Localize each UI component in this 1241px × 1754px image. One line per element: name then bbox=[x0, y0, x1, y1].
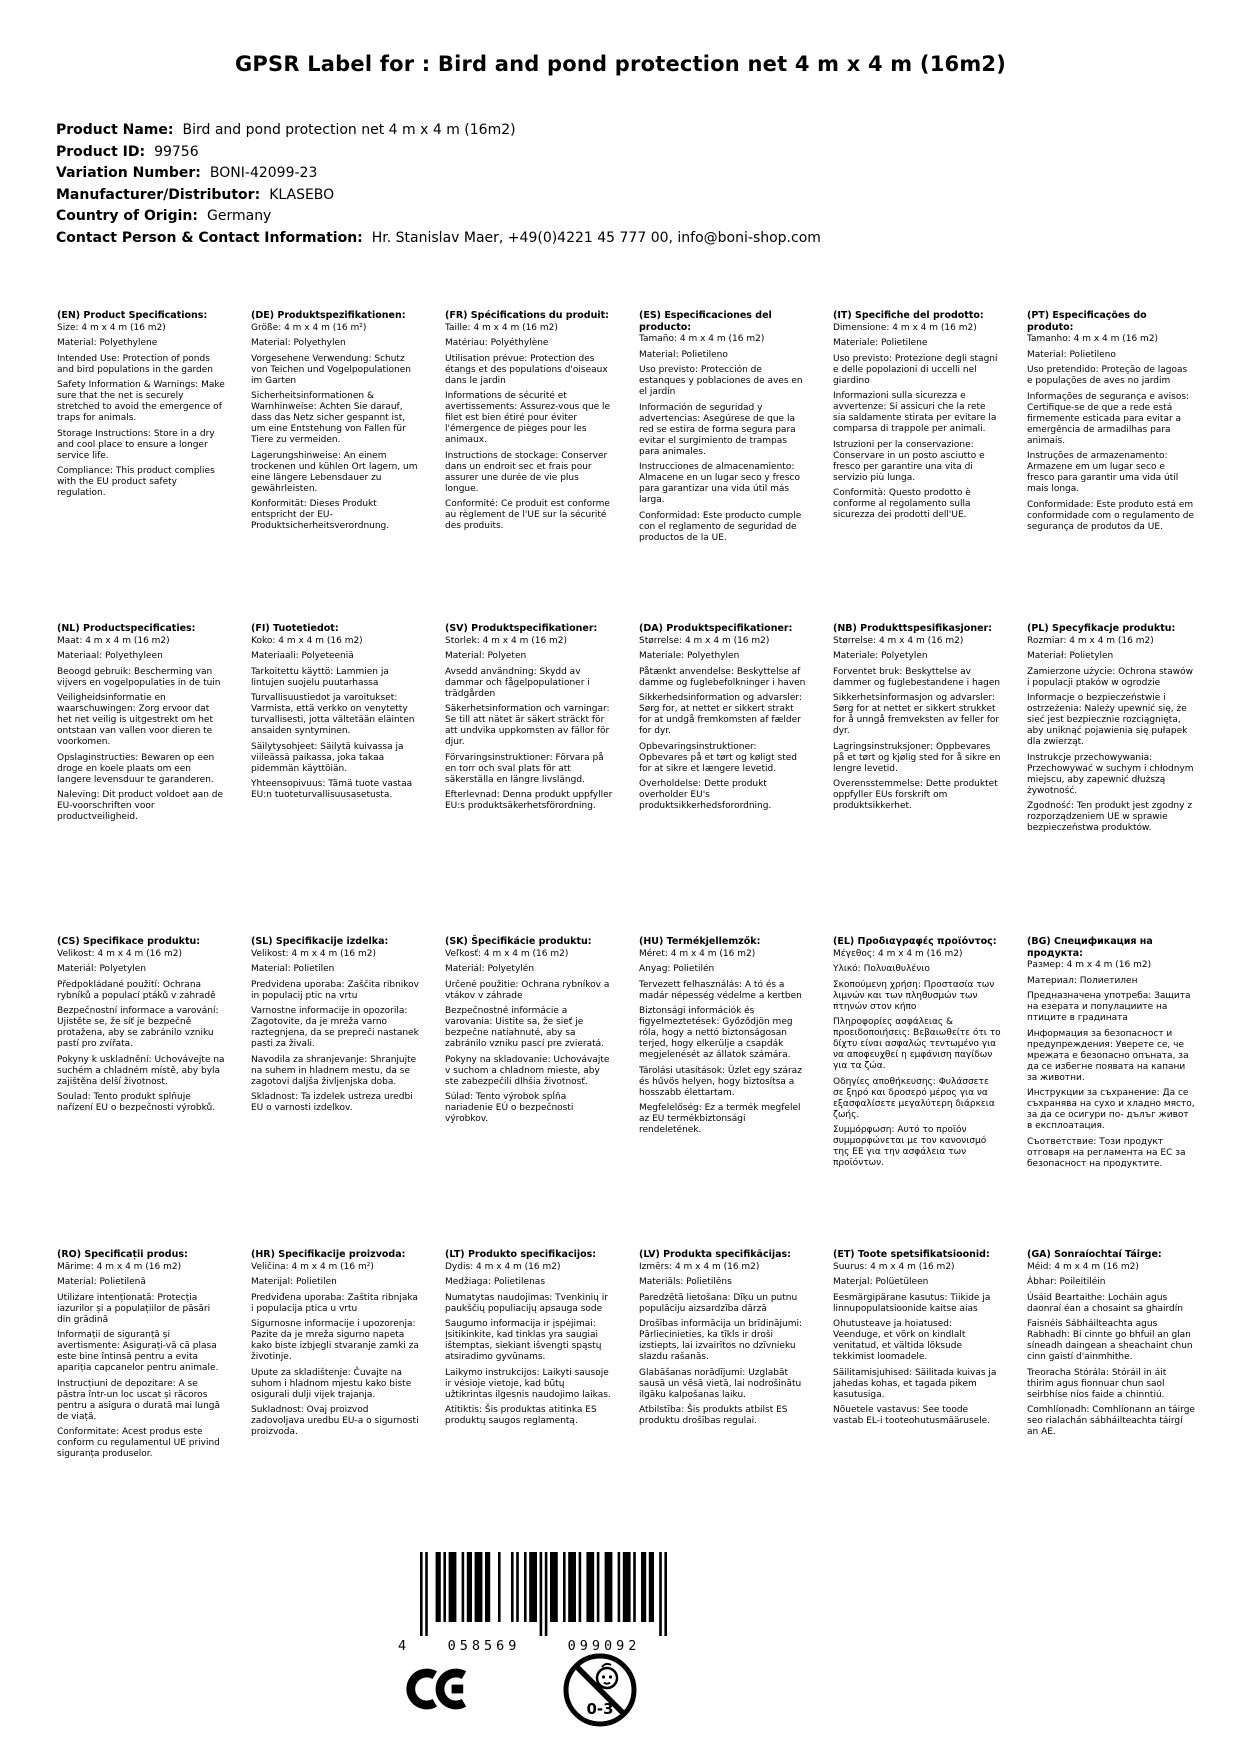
block-paragraph: Material: Polyeten bbox=[445, 651, 527, 661]
block-paragraph: Informazioni sulla sicurezza e avvertenze: Si assicuri che la rete sia saldamente stirata per evitare la comparsa di trappole per animali. bbox=[833, 391, 997, 434]
block-paragraph: Laikymo instrukcijos: Laikyti sausoje ir vėsioje vietoje, kad būtų užtikrintas ilgesnis naudojimo laikas. bbox=[445, 1367, 611, 1400]
barcode-right-digits: 099092 bbox=[567, 1638, 641, 1654]
block-paragraphs bbox=[1027, 334, 1195, 533]
block-paragraphs bbox=[57, 636, 225, 824]
block-paragraph: Glabāšanas norādījumi: Uzglabāt sausā un vēsā vietā, lai nodrošinātu ilgāku kalpošanas laiku. bbox=[639, 1367, 802, 1400]
language-block bbox=[57, 310, 225, 623]
product-info-value: 99756 bbox=[154, 143, 199, 160]
block-paragraph: Størrelse: 4 m x 4 m (16 m2) bbox=[639, 635, 770, 646]
barcode-first-digit: 4 bbox=[398, 1638, 407, 1654]
block-paragraph: Konformität: Dieses Produkt entspricht der EU-Produktsicherheitsverordnung. bbox=[251, 499, 390, 531]
block-paragraph: Material: Polyethylene bbox=[57, 338, 158, 348]
block-paragraph: Storage Instructions: Store in a dry and cool place to ensure a longer service life. bbox=[57, 428, 215, 461]
block-paragraph: Conformitate: Acest produs este conform cu regulamentul UE privind siguranța produselor. bbox=[57, 1427, 220, 1459]
block-paragraph: Material: Polietileno bbox=[639, 349, 728, 360]
language-block bbox=[639, 310, 807, 623]
block-paragraph: Sikkerhetsinformasjon og advarsler: Sørg for at nettet er sikkert strukket for å unngå fremveksten av feller for dyr. bbox=[833, 693, 1000, 736]
language-block bbox=[445, 310, 613, 623]
language-block bbox=[251, 1249, 419, 1562]
block-paragraph: Størrelse: 4 m x 4 m (16 m2) bbox=[833, 635, 964, 646]
block-paragraph: Материал: Полиетилен bbox=[1027, 975, 1138, 986]
block-paragraph: Säilitamisjuhised: Säilitada kuivas ja jahedas kohas, et tagada pikem kasutusiga. bbox=[833, 1367, 997, 1400]
block-paragraph: Μέγεθος: 4 m x 4 m (16 m2) bbox=[833, 948, 963, 959]
block-header: (SK) Špecifikácie produktu: bbox=[445, 936, 592, 947]
language-block bbox=[251, 936, 419, 1249]
block-paragraphs bbox=[833, 949, 1001, 1170]
block-paragraph: Bezpečnostné informácie a varovania: Uistite sa, že sieť je bezpečne natiahnuté, aby sa zabránilo vzniku pascí pre zvieratá. bbox=[445, 1006, 605, 1049]
block-paragraph: Информация за безопасност и предупреждения: Уверете се, че мрежата е безопасно опъната, за да се избегне появата на капани за животни. bbox=[1027, 1028, 1189, 1083]
block-paragraph: Předpokládané použití: Ochrana rybníků a populací ptáků v zahradě bbox=[57, 979, 216, 1001]
block-paragraph: Biztonsági információk és figyelmeztetések: Győződjön meg róla, hogy a nettó biztonságosan terjed, hogy elkerülje a csapdák megjelenését az állatok számára. bbox=[639, 1006, 793, 1060]
ean13-barcode bbox=[386, 1552, 686, 1652]
block-paragraph: Compliance: This product complies with the EU product safety regulation. bbox=[57, 466, 215, 498]
block-paragraphs bbox=[833, 1262, 1001, 1428]
block-paragraph: Uso pretendido: Proteção de lagoas e populações de aves no jardim bbox=[1027, 365, 1188, 386]
product-info-label: Contact Person & Contact Information: bbox=[56, 229, 363, 246]
block-paragraph: Veľkosť: 4 m x 4 m (16 m2) bbox=[445, 948, 569, 959]
block-paragraph: Materiál: Polyetylen bbox=[57, 964, 147, 974]
block-paragraph: Vorgesehene Verwendung: Schutz von Teichen und Vogelpopulationen im Garten bbox=[251, 353, 411, 386]
block-paragraph: Atitiktis: Šis produktas atitinka ES produktų saugos reglamentą. bbox=[445, 1405, 597, 1426]
block-paragraph: Materiale: Polietilene bbox=[833, 338, 928, 348]
block-paragraph: Οδηγίες αποθήκευσης: Φυλάσσετε σε ξηρό και δροσερό μέρος για να εξασφαλίσετε μεγαλύτερη διάρκεια ζωής. bbox=[833, 1076, 995, 1120]
block-header: (NB) Produkttspesifikasjoner: bbox=[833, 623, 993, 634]
block-header: (HU) Termékjellemzők: bbox=[639, 936, 761, 947]
product-info-value: Bird and pond protection net 4 m x 4 m (16m2) bbox=[182, 122, 516, 138]
block-paragraph: Instructions de stockage: Conserver dans un endroit sec et frais pour assurer une durée de vie plus longue. bbox=[445, 450, 608, 494]
block-paragraph: Safety Information & Warnings: Make sure that the net is securely stretched to avoid the emergence of traps for animals. bbox=[57, 380, 225, 423]
language-block bbox=[445, 936, 613, 1249]
product-info-row bbox=[56, 185, 821, 207]
block-paragraph: Velikost: 4 m x 4 m (16 m2) bbox=[251, 948, 376, 959]
block-paragraph: Varnostne informacije in opozorila: Zagotovite, da je mreža varno raztegnjena, da se prepreči nastanek pasti za živali. bbox=[251, 1006, 419, 1049]
block-paragraph: Určené použitie: Ochrana rybníkov a vtákov v záhrade bbox=[445, 979, 610, 1001]
language-block bbox=[57, 936, 225, 1249]
block-paragraph: Beoogd gebruik: Bescherming van vijvers en vogelpopulaties in de tuin bbox=[57, 666, 221, 688]
block-paragraph: Conformité: Ce produit est conforme au règlement de l'UE sur la sécurité des produits. bbox=[445, 499, 610, 531]
product-info-row bbox=[56, 142, 821, 164]
block-paragraph: Faisnéis Sábháilteachta agus Rabhadh: Bí cinnte go bhfuil an glan síneadh daingean a sheachaint chun cinn gaistí d'ainmhithe. bbox=[1027, 1319, 1193, 1362]
block-paragraphs bbox=[639, 636, 807, 813]
block-paragraph: Tervezett felhasználás: A tó és a madár népesség védelme a kertben bbox=[639, 979, 802, 1001]
block-paragraph: Uso previsto: Protección de estanques y poblaciones de aves en el jardín bbox=[639, 365, 803, 397]
block-paragraphs bbox=[445, 1262, 613, 1428]
product-info-row bbox=[56, 120, 821, 142]
block-header: (LV) Produkta specifikācijas: bbox=[639, 1249, 791, 1260]
block-paragraphs bbox=[1027, 1262, 1195, 1439]
block-paragraph: Materiał: Polietylen bbox=[1027, 651, 1114, 661]
block-paragraph: Numatytas naudojimas: Tvenkinių ir paukščių populiacijų apsauga sode bbox=[445, 1292, 608, 1314]
product-info-value: Hr. Stanislav Maer, +49(0)4221 45 777 00, info@boni-shop.com bbox=[371, 229, 821, 246]
block-paragraph: Πληροφορίες ασφάλειας & προειδοποιήσεις: Βεβαιωθείτε ότι το δίχτυ είναι ασφαλώς τεντωμένο για να αποφευχθεί η εμφάνιση παγίδων για τα ζώα. bbox=[833, 1017, 1001, 1071]
block-header: (SL) Specifikacije izdelka: bbox=[251, 936, 389, 947]
block-paragraph: Navodila za shranjevanje: Shranjujte na suhem in hladnem mestu, da se zagotovi daljša življenjska doba. bbox=[251, 1054, 417, 1087]
page-title: GPSR Label for : Bird and pond protection net 4 m x 4 m (16m2) bbox=[234, 52, 1007, 76]
block-paragraphs bbox=[639, 949, 807, 1137]
block-paragraph: Forventet bruk: Beskyttelse av dammer og fuglebestandene i hagen bbox=[833, 666, 1001, 688]
block-paragraph: Predviđena uporaba: Zaštita ribnjaka i populacija ptica u vrtu bbox=[251, 1292, 418, 1314]
block-paragraph: Materiāls: Polietilēns bbox=[639, 1277, 732, 1287]
block-paragraph: Инструкции за съхранение: Да се съхранява на сухо и хладно място, за да се осигури по- дълъг живот в експлоатация. bbox=[1027, 1088, 1195, 1131]
block-paragraph: Paredzētā lietošana: Dīķu un putnu populāciju aizsardzība dārzā bbox=[639, 1292, 798, 1314]
block-paragraph: Maat: 4 m x 4 m (16 m2) bbox=[57, 635, 170, 646]
language-block bbox=[57, 1249, 225, 1562]
block-paragraph: Größe: 4 m x 4 m (16 m²) bbox=[251, 322, 367, 333]
block-paragraph: Material: Polietilenă bbox=[57, 1277, 146, 1287]
block-header: (IT) Specifiche del prodotto: bbox=[833, 310, 984, 321]
block-paragraphs bbox=[251, 323, 419, 533]
block-paragraph: Atbilstība: Šis produkts atbilst ES produktu drošības regulai. bbox=[639, 1405, 788, 1426]
block-paragraph: Utilisation prévue: Protection des étangs et des populations d'oiseaux dans le jardin bbox=[445, 353, 608, 386]
ce-mark-icon bbox=[406, 1664, 470, 1714]
product-info-value: KLASEBO bbox=[269, 186, 335, 203]
product-info-row bbox=[56, 163, 821, 185]
product-info-label: Manufacturer/Distributor: bbox=[56, 186, 261, 203]
block-header: (ES) Especificaciones del producto: bbox=[639, 310, 772, 333]
block-paragraph: Размер: 4 m x 4 m (16 m2) bbox=[1027, 960, 1152, 970]
language-block bbox=[833, 310, 1001, 623]
block-paragraph: Lagringsinstruksjoner: Oppbevares på et tørt og kjølig sted for å sikre en lengre levetid. bbox=[833, 741, 1001, 774]
language-block bbox=[833, 623, 1001, 936]
language-blocks-grid bbox=[57, 310, 1207, 1562]
product-info-row bbox=[56, 228, 821, 250]
block-paragraph: Megfelelőség: Ez a termék megfelel az EU termékbiztonsági rendeletének. bbox=[639, 1103, 801, 1135]
language-block bbox=[833, 1249, 1001, 1562]
block-paragraphs bbox=[1027, 960, 1195, 1170]
block-paragraph: Ábhar: Poileitiléin bbox=[1027, 1277, 1106, 1287]
language-block bbox=[1027, 1249, 1195, 1562]
product-info-value: BONI-42099-23 bbox=[209, 165, 318, 181]
block-paragraph: Predvidena uporaba: Zaščita ribnikov in populacij ptic na vrtu bbox=[251, 979, 420, 1001]
block-paragraph: Material: Polietilen bbox=[251, 964, 335, 974]
block-paragraph: Comhlíonadh: Comhlíonann an táirge seo rialachán sábháilteachta táirgí an AE. bbox=[1027, 1405, 1195, 1437]
block-paragraph: Drošības informācija un brīdinājumi: Pārliecinieties, ka tīkls ir droši izstiepts, lai izvairītos no dzīvnieku slazdu rašanās. bbox=[639, 1319, 803, 1362]
product-info bbox=[56, 120, 821, 249]
block-paragraphs bbox=[251, 636, 419, 802]
block-paragraph: Påtænkt anvendelse: Beskyttelse af damme og fuglebefolkninger i haven bbox=[639, 666, 806, 688]
block-paragraphs bbox=[1027, 636, 1195, 835]
product-info-label: Country of Origin: bbox=[56, 208, 198, 224]
product-info-value: Germany bbox=[207, 208, 272, 224]
block-paragraph: Informações de segurança e avisos: Certifique-se de que a rede está firmemente esticada para evitar a emergência de armadilhas para animais. bbox=[1027, 391, 1190, 446]
block-paragraphs bbox=[833, 323, 1001, 522]
block-paragraph: Υλικό: Πολυαιθυλένιο bbox=[833, 964, 930, 974]
block-paragraph: Предназначена употреба: Защита на езерата и популациите на птиците в градината bbox=[1027, 991, 1191, 1023]
block-paragraph: Avsedd användning: Skydd av dammar och fågelpopulationer i trädgården bbox=[445, 666, 590, 699]
block-paragraph: Tamanho: 4 m x 4 m (16 m2) bbox=[1027, 334, 1159, 344]
block-paragraphs bbox=[57, 949, 225, 1115]
block-paragraph: Opslaginstructies: Bewaren op een droge en koele plaats om een langere levensduur te garanderen. bbox=[57, 752, 215, 785]
block-paragraph: Suurus: 4 m x 4 m (16 m2) bbox=[833, 1261, 955, 1272]
block-paragraph: Συμμόρφωση: Αυτό το προϊόν συμμορφώνεται με τον κανονισμό της ΕΕ για την ασφάλεια των προϊόντων. bbox=[833, 1125, 987, 1168]
block-header: (NL) Productspecificaties: bbox=[57, 623, 196, 634]
block-paragraph: Conformidade: Este produto está em conformidade com o regulamento de segurança de produtos da UE. bbox=[1027, 499, 1195, 532]
block-paragraphs bbox=[639, 1262, 807, 1428]
barcode-left-digits: 058569 bbox=[447, 1638, 521, 1654]
barcode-bars-icon bbox=[386, 1552, 686, 1638]
language-block bbox=[251, 623, 419, 936]
language-block bbox=[1027, 936, 1195, 1249]
block-paragraph: Veiligheidsinformatie en waarschuwingen: Zorg ervoor dat het net veilig is uitgestrekt om het ontstaan van vallen voor dieren te voorkomen. bbox=[57, 693, 213, 747]
block-paragraph: Úsáid Beartaithe: Locháin agus daonraí éan a chosaint sa ghairdín bbox=[1027, 1292, 1183, 1314]
block-header: (EL) Προδιαγραφές προϊόντος: bbox=[833, 936, 997, 947]
block-paragraph: Ohutusteave ja hoiatused: Veenduge, et võrk on kindlalt venitatud, et vältida lõksude tekkimist loomadele. bbox=[833, 1319, 966, 1362]
block-paragraph: Treoracha Stórála: Stóráil in áit thirim agus fionnuar chun saol seirbhíse níos faide a chinntiú. bbox=[1027, 1367, 1167, 1400]
block-paragraph: Materiale: Polyetylen bbox=[833, 651, 928, 661]
block-paragraph: Size: 4 m x 4 m (16 m2) bbox=[57, 322, 166, 333]
block-paragraph: Bezpečnostní informace a varování: Ujistěte se, že síť je bezpečně protažena, aby se zabránilo vzniku pastí pro zvířata. bbox=[57, 1006, 219, 1049]
block-paragraph: Säilytysohjeet: Säilytä kuivassa ja viileässä paikassa, joka takaa pidemmän käyttöiän. bbox=[251, 741, 404, 774]
block-header: (DA) Produktspecifikationer: bbox=[639, 623, 793, 634]
block-paragraph: Materjal: Polüetüleen bbox=[833, 1277, 929, 1287]
block-paragraph: Dimensione: 4 m x 4 m (16 m2) bbox=[833, 322, 977, 333]
block-header: (FR) Spécifications du produit: bbox=[445, 310, 609, 321]
block-paragraph: Sicherheitsinformationen & Warnhinweise: Achten Sie darauf, dass das Netz sicher gespannt ist, um eine Entstehung von Fallen für Tiere zu vermeiden. bbox=[251, 391, 406, 445]
block-paragraph: Conformità: Questo prodotto è conforme al regolamento sulla sicurezza dei prodotti dell'UE. bbox=[833, 488, 971, 520]
block-paragraph: Información de seguridad y advertencias: Asegúrese de que la red se estira de forma segura para evitar el surgimiento de trampas para animales. bbox=[639, 402, 796, 457]
block-paragraph: Overholdelse: Dette produkt overholder EU's produktsikkerhedsforordning. bbox=[639, 779, 772, 811]
block-paragraph: Съответствие: Този продукт отговаря на регламента на ЕС за безопасност на продуктите. bbox=[1027, 1136, 1186, 1169]
block-header: (FI) Tuotetiedot: bbox=[251, 623, 339, 634]
block-paragraph: Förvaringsinstruktioner: Förvara på en torr och sval plats för att säkerställa en längre livslängd. bbox=[445, 752, 604, 785]
block-header: (RO) Specificații produs: bbox=[57, 1249, 188, 1260]
block-paragraph: Taille: 4 m x 4 m (16 m2) bbox=[445, 322, 558, 333]
block-paragraph: Materiaali: Polyeteeniä bbox=[251, 651, 354, 661]
block-header: (EN) Product Specifications: bbox=[57, 310, 208, 321]
block-paragraph: Eesmärgipärane kasutus: Tiikide ja linnupopulatsioonide kaitse aias bbox=[833, 1292, 991, 1314]
block-header: (BG) Спецификация на продукта: bbox=[1027, 936, 1153, 959]
block-paragraph: Skladnost: Ta izdelek ustreza uredbi EU o varnosti izdelkov. bbox=[251, 1092, 413, 1113]
block-header: (PL) Specyfikacje produktu: bbox=[1027, 623, 1176, 634]
block-paragraph: Yhteensopivuus: Tämä tuote vastaa EU:n tuoteturvallisuusasetusta. bbox=[251, 779, 413, 800]
language-block bbox=[1027, 623, 1195, 936]
block-paragraph: Zamierzone użycie: Ochrona stawów i populacji ptaków w ogrodzie bbox=[1027, 666, 1193, 688]
block-paragraph: Dydis: 4 m x 4 m (16 m2) bbox=[445, 1261, 561, 1272]
block-paragraph: Upute za skladištenje: Čuvajte na suhom i hladnom mjestu kako biste osigurali dulji vijek trajanja. bbox=[251, 1367, 412, 1400]
product-info-label: Product Name: bbox=[56, 122, 174, 138]
block-paragraphs bbox=[445, 636, 613, 813]
block-paragraph: Zgodność: Ten produkt jest zgodny z rozporządzeniem UE w sprawie bezpieczeństwa produktów. bbox=[1027, 801, 1193, 833]
block-paragraph: Material: Polietileno bbox=[1027, 349, 1116, 360]
block-paragraph: Sikkerhedsinformation og advarsler: Sørg for, at nettet er sikkert strakt for at undgå fremkomsten af fælder for dyr. bbox=[639, 693, 802, 736]
block-paragraph: Instrukcje przechowywania: Przechowywać w suchym i chłodnym miejscu, aby zapewnić dłuższą żywotność. bbox=[1027, 752, 1194, 796]
block-paragraph: Pokyny k uskladnění: Uchovávejte na suchém a chladném místě, aby byla zajištěna delší životnost. bbox=[57, 1054, 225, 1087]
language-block bbox=[445, 623, 613, 936]
language-block bbox=[833, 936, 1001, 1249]
block-paragraph: Izmērs: 4 m x 4 m (16 m2) bbox=[639, 1261, 760, 1272]
language-block bbox=[639, 936, 807, 1249]
language-block bbox=[57, 623, 225, 936]
language-block bbox=[445, 1249, 613, 1562]
block-paragraph: Súlad: Tento výrobok spĺňa nariadenie EÚ o bezpečnosti výrobkov. bbox=[445, 1092, 574, 1124]
block-paragraph: Anyag: Polietilén bbox=[639, 964, 715, 974]
language-block bbox=[251, 310, 419, 623]
block-paragraphs bbox=[251, 1262, 419, 1439]
block-paragraph: Matériau: Polyéthylène bbox=[445, 338, 549, 348]
block-paragraph: Tárolási utasítások: Üzlet egy száraz és hűvös helyen, hogy biztosítsa a hosszabb élettartam. bbox=[639, 1065, 802, 1098]
block-header: (PT) Especificações do produto: bbox=[1027, 310, 1147, 333]
block-paragraph: Sigurnosne informacije i upozorenja: Pazite da je mreža sigurno napeta kako biste izbjegli stvaranje zamki za životinje. bbox=[251, 1319, 419, 1362]
block-paragraph: Overensstemmelse: Dette produktet oppfyller EUs forskrift om produktsikkerhet. bbox=[833, 779, 998, 811]
block-paragraph: Opbevaringsinstruktioner: Opbevares på et tørt og køligt sted for at sikre et længere levetid. bbox=[639, 741, 797, 774]
block-paragraph: Materiale: Polyethylen bbox=[639, 651, 740, 661]
block-paragraph: Informations de sécurité et avertissements: Assurez-vous que le filet est bien étiré pour éviter l'émergence de pièges pour les animaux. bbox=[445, 391, 611, 445]
product-info-label: Product ID: bbox=[56, 143, 146, 160]
product-info-row bbox=[56, 206, 821, 228]
age-warning-0-3-icon bbox=[560, 1650, 640, 1730]
block-paragraph: Efterlevnad: Denna produkt uppfyller EU:s produktsäkerhetsförordning. bbox=[445, 790, 613, 811]
block-header: (DE) Produktspezifikationen: bbox=[251, 310, 406, 321]
block-paragraph: Medžiaga: Polietilenas bbox=[445, 1277, 546, 1287]
block-header: (LT) Produkto specifikacijos: bbox=[445, 1249, 597, 1260]
block-paragraph: Materiál: Polyetylén bbox=[445, 964, 535, 974]
block-paragraph: Mărime: 4 m x 4 m (16 m2) bbox=[57, 1261, 182, 1272]
block-paragraphs bbox=[445, 323, 613, 533]
block-paragraph: Instrucțiuni de depozitare: A se păstra într-un loc uscat și răcoros pentru a asigura o durată mai lungă de viață. bbox=[57, 1378, 221, 1422]
block-paragraph: Turvallisuustiedot ja varoitukset: Varmista, että verkko on venytetty turvallisesti, jotta vältetään eläinten ansaiden syntyminen. bbox=[251, 693, 415, 736]
block-paragraph: Saugumo informacija ir įspėjimai: Įsitikinkite, kad tinklas yra saugiai ištemptas, siekiant išvengti spąstų atsiradimo gyvūnams. bbox=[445, 1319, 602, 1362]
block-paragraph: Lagerungshinweise: An einem trockenen und kühlen Ort lagern, um eine längere Lebensdauer zu gewährleisten. bbox=[251, 450, 418, 494]
block-paragraph: Pokyny na skladovanie: Uchovávajte v suchom a chladnom mieste, aby ste zabezpečili dlhšia životnosť. bbox=[445, 1054, 610, 1087]
block-paragraph: Istruzioni per la conservazione: Conservare in un posto asciutto e fresco per garantire una vita di servizio più lunga. bbox=[833, 439, 985, 483]
block-paragraph: Intended Use: Protection of ponds and bird populations in the garden bbox=[57, 353, 213, 375]
language-block bbox=[1027, 310, 1195, 623]
block-paragraph: Tamaño: 4 m x 4 m (16 m2) bbox=[639, 334, 765, 344]
block-paragraph: Materijal: Polietilen bbox=[251, 1277, 337, 1287]
block-header: (ET) Toote spetsifikatsioonid: bbox=[833, 1249, 990, 1260]
block-paragraph: Méret: 4 m x 4 m (16 m2) bbox=[639, 948, 756, 959]
block-paragraph: Soulad: Tento produkt splňuje nařízení EU o bezpečnosti výrobků. bbox=[57, 1092, 216, 1113]
block-paragraph: Veličina: 4 m x 4 m (16 m²) bbox=[251, 1261, 374, 1272]
block-paragraphs bbox=[57, 323, 225, 500]
block-paragraph: Tarkoitettu käyttö: Lammien ja lintujen suojelu puutarhassa bbox=[251, 666, 389, 688]
block-paragraph: Σκοπούμενη χρήση: Προστασία των λιμνών και των πληθυσμών των πτηνών στον κήπο bbox=[833, 979, 995, 1012]
block-paragraph: Säkerhetsinformation och varningar: Se till att nätet är säkert sträckt för att undvika uppkomsten av fällor för djur. bbox=[445, 704, 610, 747]
block-paragraph: Utilizare intenționată: Protecția iazurilor și a populațiilor de păsări din grădină bbox=[57, 1292, 211, 1325]
block-paragraphs bbox=[57, 1262, 225, 1461]
block-paragraph: Material: Polyethylen bbox=[251, 338, 346, 348]
block-header: (CS) Specifikace produktu: bbox=[57, 936, 201, 947]
block-paragraph: Materiaal: Polyethyleen bbox=[57, 651, 163, 661]
language-block bbox=[639, 623, 807, 936]
block-paragraph: Informacje o bezpieczeństwie i ostrzeżenia: Należy upewnić się, że sieć jest bezpiecznie rozciągnięta, aby uniknąć pojawienia się pułapek dla zwierząt. bbox=[1027, 693, 1188, 747]
block-paragraph: Storlek: 4 m x 4 m (16 m2) bbox=[445, 635, 568, 646]
block-paragraph: Conformidad: Este producto cumple con el reglamento de seguridad de productos de la UE. bbox=[639, 510, 802, 543]
block-paragraph: Naleving: Dit product voldoet aan de EU-voorschriften voor productveiligheid. bbox=[57, 790, 224, 822]
block-paragraph: Velikost: 4 m x 4 m (16 m2) bbox=[57, 948, 182, 959]
block-paragraph: Koko: 4 m x 4 m (16 m2) bbox=[251, 635, 363, 646]
product-info-label: Variation Number: bbox=[56, 165, 201, 181]
block-paragraphs bbox=[833, 636, 1001, 813]
age-warning-label: 0-3 bbox=[586, 1700, 614, 1718]
block-paragraph: Nõuetele vastavus: See toode vastab EL-i tooteohutusmäärusele. bbox=[833, 1405, 991, 1426]
block-paragraph: Sukladnost: Ovaj proizvod zadovoljava uredbu EU-a o sigurnosti proizvoda. bbox=[251, 1405, 419, 1437]
block-paragraph: Instruções de armazenamento: Armazene em um lugar seco e fresco para garantir uma vida útil mais longa. bbox=[1027, 451, 1179, 494]
block-header: (SV) Produktspecifikationer: bbox=[445, 623, 598, 634]
block-paragraph: Instrucciones de almacenamiento: Almacene en un lugar seco y fresco para garantizar una vida útil más larga. bbox=[639, 462, 800, 505]
block-paragraph: Méid: 4 m x 4 m (16 m2) bbox=[1027, 1261, 1139, 1272]
block-paragraphs bbox=[445, 949, 613, 1126]
block-paragraph: Informații de siguranță și avertismente: Asigurați-vă că plasa este bine întinsă pentru a evita apariția capcanelor pentru animale. bbox=[57, 1330, 219, 1373]
block-header: (GA) Sonraíochtaí Táirge: bbox=[1027, 1249, 1162, 1260]
block-paragraph: Uso previsto: Protezione degli stagni e delle popolazioni di uccelli nel giardino bbox=[833, 353, 998, 386]
block-paragraphs bbox=[639, 334, 807, 544]
language-block bbox=[639, 1249, 807, 1562]
block-paragraph: Rozmiar: 4 m x 4 m (16 m2) bbox=[1027, 635, 1154, 646]
block-header: (HR) Specifikacije proizvoda: bbox=[251, 1249, 406, 1260]
block-paragraphs bbox=[251, 949, 419, 1115]
